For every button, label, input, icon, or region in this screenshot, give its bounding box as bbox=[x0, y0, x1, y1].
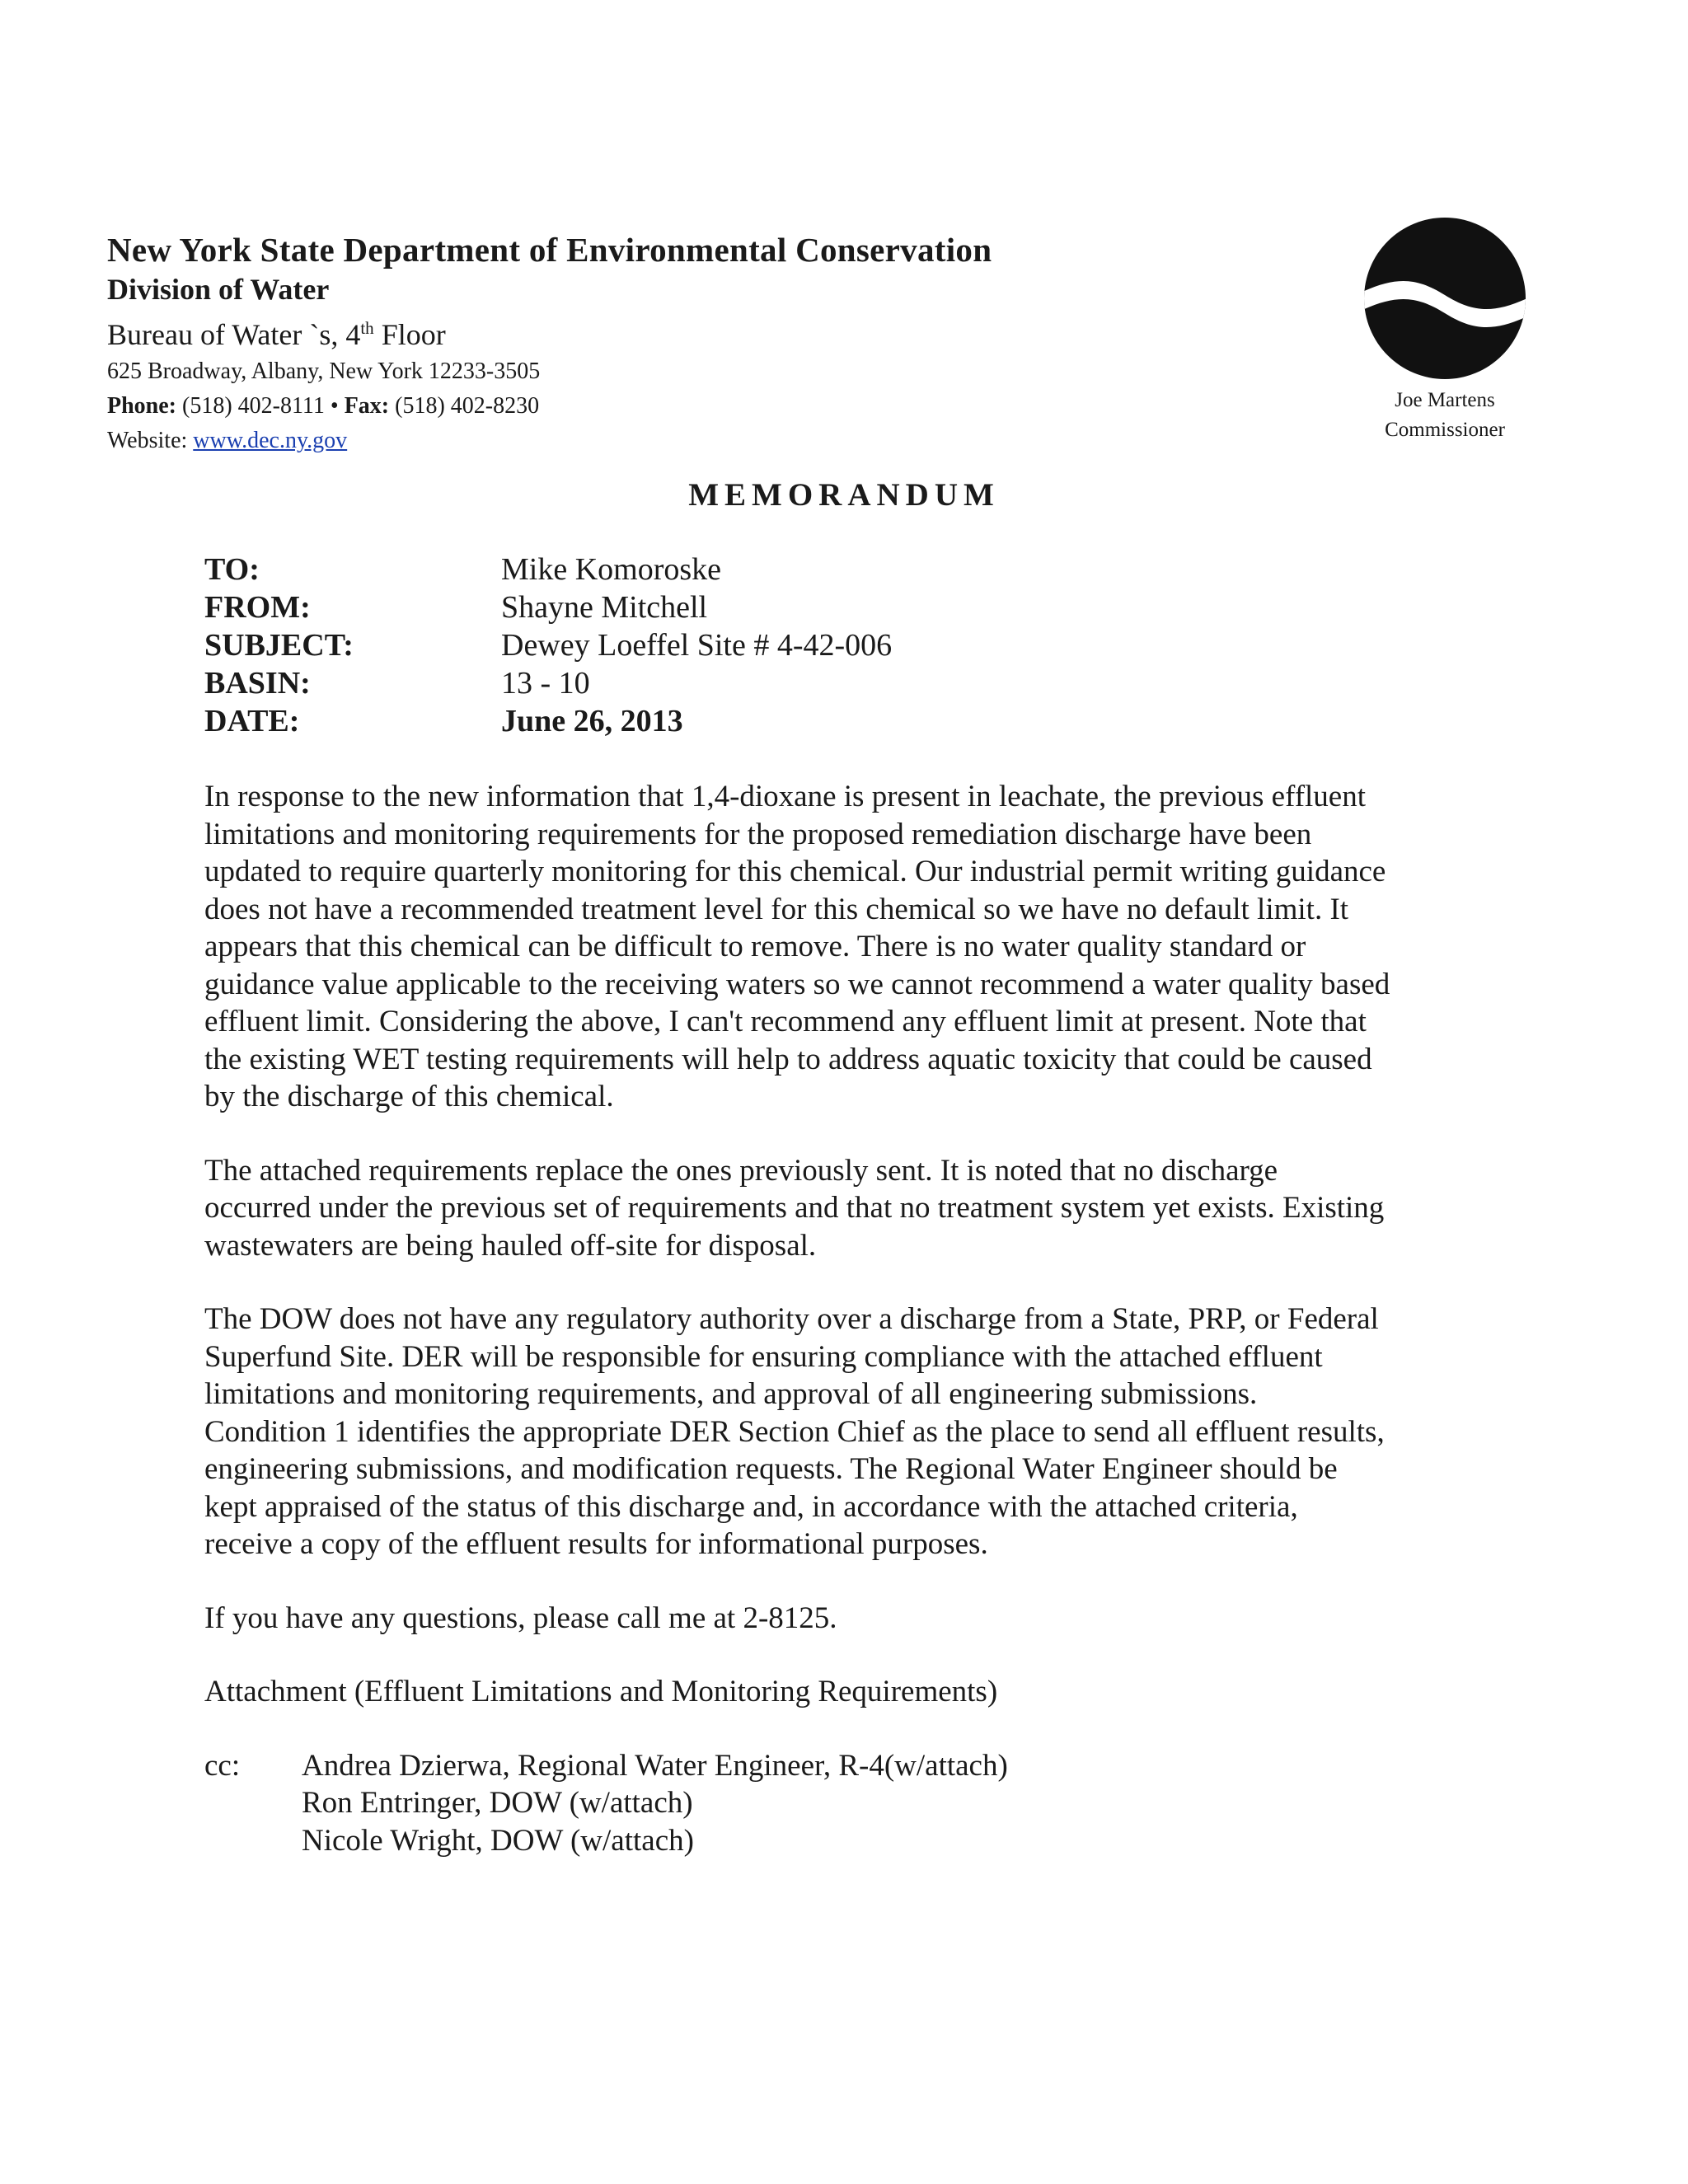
bureau-sup: th bbox=[360, 318, 374, 338]
paragraph-line: wastewaters are being hauled off-site for disposal. bbox=[204, 1228, 817, 1263]
bureau-prefix: Bureau of Water `s, 4 bbox=[107, 318, 361, 351]
paragraph-line: guidance value applicable to the receiving waters so we cannot recommend a water quality based bbox=[204, 967, 1390, 1001]
paragraph-line: Condition 1 identifies the appropriate DER Section Chief as the place to send all effluent results, bbox=[204, 1414, 1385, 1449]
website-line bbox=[107, 424, 1179, 458]
dec-logo-icon bbox=[1362, 216, 1527, 381]
paragraph-line: occurred under the previous set of requirements and that no treatment system yet exists. Existing bbox=[204, 1191, 1385, 1225]
paragraph-line: updated to require quarterly monitoring for this chemical. Our industrial permit writing guidance bbox=[204, 855, 1386, 888]
cc-recipient: Andrea Dzierwa, Regional Water Engineer, R-4(w/attach) bbox=[302, 1748, 1008, 1783]
agency-name: New York State Department of Environmental Conservation bbox=[107, 231, 992, 269]
cc-recipient: Nicole Wright, DOW (w/attach) bbox=[302, 1823, 694, 1858]
logo-block bbox=[1334, 216, 1556, 445]
memo-body bbox=[204, 778, 1490, 1859]
website-link[interactable]: www.dec.ny.gov bbox=[193, 428, 348, 453]
header-row-from bbox=[204, 588, 1441, 626]
to-value: Mike Komoroske bbox=[501, 552, 722, 587]
paragraph-line: kept appraised of the status of this discharge and, in accordance with the attached criteria, bbox=[204, 1489, 1298, 1524]
paragraph-line: appears that this chemical can be difficult to remove. There is no water quality standard or bbox=[204, 930, 1306, 963]
header-row-subject bbox=[204, 626, 1441, 664]
website-label: Website: bbox=[107, 428, 194, 453]
basin-value: 13 - 10 bbox=[501, 666, 590, 701]
paragraph-line: does not have a recommended treatment level for this chemical so we have no default limit. It bbox=[204, 892, 1349, 926]
paragraph-2 bbox=[204, 1152, 1490, 1265]
cc-recipient: Ron Entringer, DOW (w/attach) bbox=[302, 1786, 693, 1820]
paragraph-line: The DOW does not have any regulatory authority over a discharge from a State, PRP, or Federal bbox=[204, 1302, 1379, 1336]
subject-label: SUBJECT: bbox=[204, 628, 354, 663]
fax-number: (518) 402-8230 bbox=[389, 393, 540, 419]
cc-list bbox=[302, 1747, 1008, 1860]
paragraph-3 bbox=[204, 1301, 1490, 1563]
paragraph-line: the existing WET testing requirements will help to address aquatic toxicity that could be caused bbox=[204, 1042, 1372, 1076]
address-line: 625 Broadway, Albany, New York 12233-3505 bbox=[107, 359, 541, 384]
commissioner-name: Joe Martens bbox=[1395, 389, 1495, 411]
paragraph-line: Attachment (Effluent Limitations and Monitoring Requirements) bbox=[204, 1675, 998, 1708]
paragraph-line: If you have any questions, please call me at 2-8125. bbox=[204, 1601, 837, 1635]
paragraph-line: The attached requirements replace the ones previously sent. It is noted that no discharge bbox=[204, 1153, 1278, 1188]
basin-label: BASIN: bbox=[204, 666, 311, 701]
phone-label: Phone: bbox=[107, 393, 176, 419]
cc-label: cc: bbox=[204, 1748, 241, 1783]
subject-value: Dewey Loeffel Site # 4-42-006 bbox=[501, 628, 893, 663]
paragraph-line: engineering submissions, and modification requests. The Regional Water Engineer should be bbox=[204, 1452, 1338, 1486]
bureau-suffix: Floor bbox=[373, 318, 446, 351]
date-label: DATE: bbox=[204, 704, 300, 738]
paragraph-line: In response to the new information that 1,4-dioxane is present in leachate, the previous effluent bbox=[204, 780, 1366, 813]
from-value: Shayne Mitchell bbox=[501, 590, 708, 625]
cc-block bbox=[204, 1747, 1490, 1860]
paragraph-line: receive a copy of the effluent results for informational purposes. bbox=[204, 1527, 988, 1561]
header-row-basin bbox=[204, 664, 1441, 702]
date-value: June 26, 2013 bbox=[501, 704, 683, 738]
fax-label: Fax: bbox=[344, 393, 390, 419]
division-name: Division of Water bbox=[107, 273, 330, 306]
phone-fax-line bbox=[107, 389, 1179, 424]
memo-header bbox=[204, 551, 1441, 740]
paragraph-5 bbox=[204, 1673, 1490, 1711]
paragraph-line: effluent limit. Considering the above, I can't recommend any effluent limit at present. Note that bbox=[204, 1005, 1367, 1038]
from-label: FROM: bbox=[204, 590, 311, 625]
letterhead bbox=[107, 229, 1179, 458]
bureau-line bbox=[107, 308, 1179, 354]
paragraph-line: limitations and monitoring requirements for the proposed remediation discharge have been bbox=[204, 817, 1312, 851]
memo-title: MEMORANDUM bbox=[688, 477, 1000, 513]
paragraph-1 bbox=[204, 778, 1490, 1116]
commissioner-title: Commissioner bbox=[1385, 419, 1505, 441]
paragraph-4 bbox=[204, 1600, 1490, 1638]
header-row-date bbox=[204, 702, 1441, 740]
paragraph-line: Superfund Site. DER will be responsible for ensuring compliance with the attached effluent bbox=[204, 1339, 1323, 1374]
header-row-to bbox=[204, 551, 1441, 588]
to-label: TO: bbox=[204, 552, 260, 587]
phone-number: (518) 402-8111 • bbox=[176, 393, 345, 419]
paragraph-line: by the discharge of this chemical. bbox=[204, 1080, 614, 1113]
paragraph-line: limitations and monitoring requirements, and approval of all engineering submissions. bbox=[204, 1377, 1258, 1411]
